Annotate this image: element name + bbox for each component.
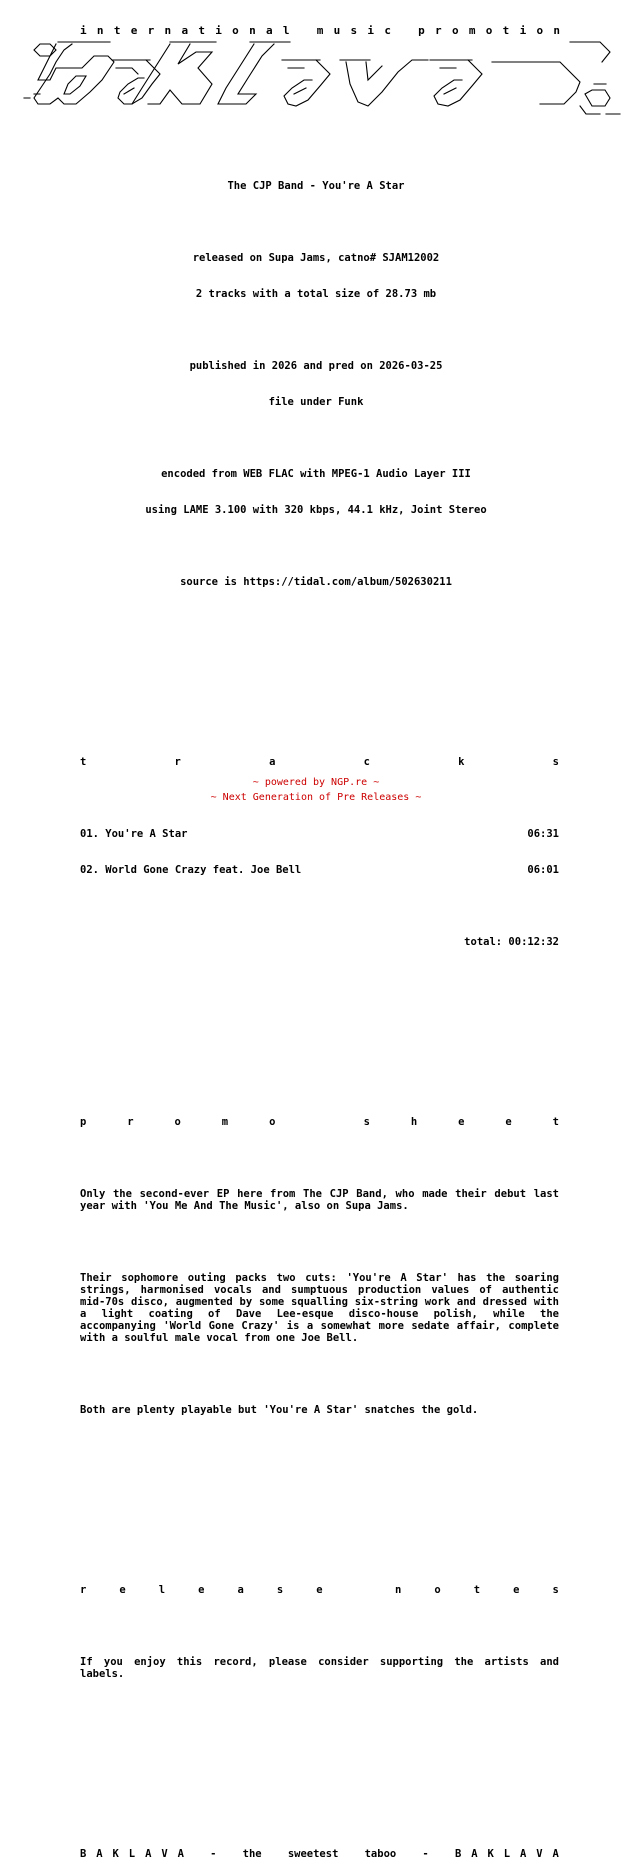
heading-letter: t [552, 1116, 559, 1128]
release-notes-heading [80, 1584, 559, 1596]
promo-paragraph-3: Both are plenty playable but 'You're A Star' snatches the gold. [80, 1404, 479, 1416]
tagline-letter: p [418, 24, 425, 37]
promo-paragraph-2: Their sophomore outing packs two cuts: 'You're A Star' has the soaring strings, harmonised vocals and sumptuous production values of authentic mid-70s disco, augmented by some squalling six-string work and dressed with a light coating of Dave Lee-esque disco-house polish, while the accompanying 'World Gone Crazy' is a somewhat more sedate affair, complete with a soulful male vocal from one Joe Bell. [80, 1272, 559, 1344]
slogan-part: B [80, 1848, 87, 1860]
footer-powered-by: ~ powered by NGP.re ~ [252, 777, 380, 788]
tagline-letter: n [249, 24, 256, 37]
tagline-letter: s [350, 24, 358, 37]
heading-letter: r [174, 756, 181, 768]
release-size-line: 2 tracks with a total size of 28.73 mb [195, 288, 437, 300]
heading-letter: r [127, 1116, 134, 1128]
heading-letter: t [473, 1584, 481, 1596]
release-label-line: released on Supa Jams, catno# SJAM12002 [192, 252, 440, 264]
tagline-letter: o [485, 24, 493, 37]
encoding-line: encoded from WEB FLAC with MPEG-1 Audio Layer III [161, 468, 471, 480]
tagline-letter: u [333, 24, 341, 37]
slogan-part: A [552, 1848, 559, 1860]
slogan [80, 1848, 559, 1860]
slogan-part: - [422, 1848, 429, 1860]
footer-tagline: ~ Next Generation of Pre Releases ~ [210, 792, 422, 803]
heading-letter: a [269, 756, 276, 768]
slogan-part: A [96, 1848, 103, 1860]
logo-right-ornament [585, 90, 610, 106]
heading-letter: c [363, 756, 370, 768]
tagline-letter: t [198, 24, 205, 37]
release-title: The CJP Band - You're A Star [227, 180, 405, 192]
slogan-part: B [454, 1848, 462, 1860]
slogan-part: V [536, 1848, 543, 1860]
tagline-letter: r [435, 24, 442, 37]
release-notes-text: If you enjoy this record, please consider supporting the artists and labels. [80, 1656, 559, 1680]
heading-letter: p [80, 1116, 87, 1128]
tagline-letter: i [80, 24, 87, 37]
release-date-line: published in 2026 and pred on 2026-03-25 [189, 360, 443, 372]
tagline-letter: t [502, 24, 510, 37]
heading-letter: s [552, 1584, 559, 1596]
tagline-letter: a [181, 24, 189, 37]
tagline-letter: i [367, 24, 375, 37]
heading-letter: r [80, 1584, 87, 1596]
heading-letter: k [458, 756, 465, 768]
tagline-letter: o [536, 24, 544, 37]
tagline-letter: n [164, 24, 172, 37]
slogan-part: A [520, 1848, 527, 1860]
tracks-total: total: 00:12:32 [464, 936, 559, 948]
heading-letter: h [410, 1116, 418, 1128]
heading-letter: s [276, 1584, 284, 1596]
heading-letter: o [434, 1584, 441, 1596]
slogan-part [348, 1848, 354, 1860]
source-line: source is https://tidal.com/album/502630211 [180, 576, 452, 588]
slogan-part: K [487, 1848, 494, 1860]
heading-letter: l [158, 1584, 166, 1596]
track-row [80, 828, 559, 840]
slogan-part: L [128, 1848, 136, 1860]
nfo-document [0, 120, 632, 1872]
tagline-letter: i [215, 24, 222, 37]
tagline-letter: r [147, 24, 155, 37]
tagline-letter: c [384, 24, 391, 37]
tagline-letter: l [282, 24, 290, 37]
tagline-letter: n [96, 24, 104, 37]
heading-letter: s [363, 1116, 370, 1128]
promo-paragraph-1: Only the second-ever EP here from The CJP Band, who made their debut last year with 'You Me And The Music', also on Supa Jams. [80, 1188, 559, 1212]
heading-letter: e [119, 1584, 126, 1596]
slogan-part [439, 1848, 445, 1860]
tracks-heading [80, 756, 559, 768]
slogan-part [272, 1848, 278, 1860]
tagline-letter: a [265, 24, 273, 37]
release-genre-line: file under Funk [268, 396, 364, 408]
slogan-part [406, 1848, 412, 1860]
heading-letter: t [80, 756, 87, 768]
heading-letter: o [174, 1116, 181, 1128]
slogan-part: the [242, 1848, 262, 1860]
slogan-part [226, 1848, 232, 1860]
slogan-part: V [161, 1848, 168, 1860]
track-duration: 06:01 [527, 864, 559, 876]
slogan-part: taboo [364, 1848, 397, 1860]
tagline-letter: e [130, 24, 138, 37]
tagline-letter: m [468, 24, 476, 37]
promo-heading [80, 1116, 559, 1128]
slogan-part: A [177, 1848, 184, 1860]
slogan-part: A [471, 1848, 478, 1860]
heading-letter: n [395, 1584, 402, 1596]
slogan-part: K [112, 1848, 119, 1860]
slogan-part: A [145, 1848, 152, 1860]
heading-letter: m [221, 1116, 229, 1128]
heading-letter: o [269, 1116, 276, 1128]
tagline-letter: o [232, 24, 239, 37]
heading-letter: e [198, 1584, 205, 1596]
slogan-part: - [210, 1848, 217, 1860]
slogan-part: L [503, 1848, 511, 1860]
track-row [80, 864, 559, 876]
tagline-letter: n [553, 24, 560, 37]
heading-letter [356, 1584, 362, 1596]
slogan-part: sweetest [287, 1848, 339, 1860]
baklava-logo [20, 22, 620, 122]
track-duration: 06:31 [527, 828, 559, 840]
heading-letter: e [505, 1116, 512, 1128]
tagline-letter: t [113, 24, 121, 37]
slogan-part [194, 1848, 200, 1860]
heading-letter [316, 1116, 322, 1128]
heading-letter: a [237, 1584, 244, 1596]
tagline-letter: m [316, 24, 324, 37]
heading-letter: s [552, 756, 559, 768]
track-title: 01. You're A Star [80, 828, 188, 840]
heading-letter: e [513, 1584, 520, 1596]
track-title: 02. World Gone Crazy feat. Joe Bell [80, 864, 302, 876]
tagline-letter: i [519, 24, 527, 37]
tagline-letter: o [451, 24, 459, 37]
heading-letter: e [316, 1584, 323, 1596]
encoder-line: using LAME 3.100 with 320 kbps, 44.1 kHz, Joint Stereo [145, 504, 487, 516]
heading-letter: e [458, 1116, 465, 1128]
